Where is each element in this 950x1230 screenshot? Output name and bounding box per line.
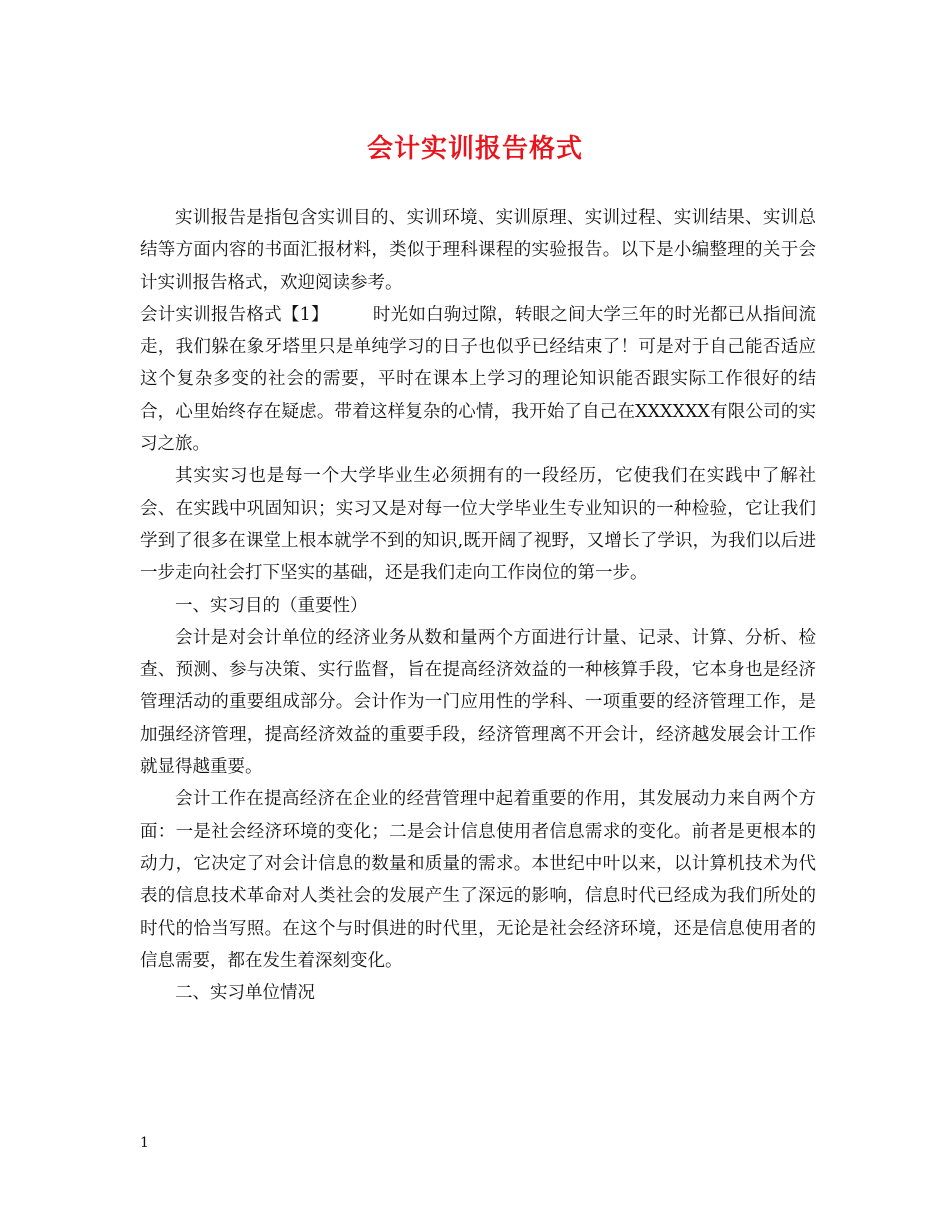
intro-paragraph: 实训报告是指包含实训目的、实训环境、实训原理、实训过程、实训结果、实训总结等方面内容的书面汇报材料，类似于理科课程的实验报告。以下是小编整理的关于会计实训报告格式，欢迎阅读参考。 [140,208,816,293]
accounting-paragraph: 会计是对会计单位的经济业务从数和量两个方面进行计量、记录、计算、分析、检查、预测、参与决策、实行监督，旨在提高经济效益的一种核算手段，它本身也是经济管理活动的重要组成部分。会计作为一门应用性的学科、一项重要的经济管理工作，是加强经济管理，提高经济效益的重要手段，经济管理离不开会计，经济越发展会计工作就显得越重要。 [140,627,816,778]
page-number: 1 [140,1135,149,1151]
document-body [140,202,816,1009]
heading-company: 二、实习单位情况 [175,983,315,1004]
practice-paragraph: 其实实习也是每一个大学毕业生必须拥有的一段经历，它使我们在实践中了解社会、在实践中巩固知识；实习又是对每一位大学毕业生专业知识的一种检验，它让我们学到了很多在课堂上根本就学不到的知识,既开阔了视野，又增长了学识，为我们以后进一步走向社会打下坚实的基础，还是我们走向工作岗位的第一步。 [140,466,816,584]
heading-purpose: 一、实习目的（重要性） [175,595,368,616]
section-text: 时光如白驹过隙，转眼之间大学三年的时光都已从指间流走，我们躲在象牙塔里只是单纯学习的日子也似乎已经结束了！可是对于自己能否适应这个复杂多变的社会的需要，平时在课本上学习的理论知识能否跟实际工作很好的结合，心里始终存在疑虑。带着这样复杂的心情，我开始了自己在XXXXXX有限公司的实习之旅。 [140,304,816,455]
section-label: 会计实训报告格式【1】 [140,304,329,325]
section-paragraph [140,299,816,460]
document-title: 会计实训报告格式 [366,134,583,164]
role-paragraph: 会计工作在提高经济在企业的经营管理中起着重要的作用，其发展动力来自两个方面：一是社会经济环境的变化；二是会计信息使用者信息需求的变化。前者是更根本的动力，它决定了对会计信息的数量和质量的需求。本世纪中叶以来，以计算机技术为代表的信息技术革命对人类社会的发展产生了深远的影响，信息时代已经成为我们所处的时代的恰当写照。在这个与时俱进的时代里，无论是社会经济环境，还是信息使用者的信息需要，都在发生着深刻变化。 [140,789,816,971]
